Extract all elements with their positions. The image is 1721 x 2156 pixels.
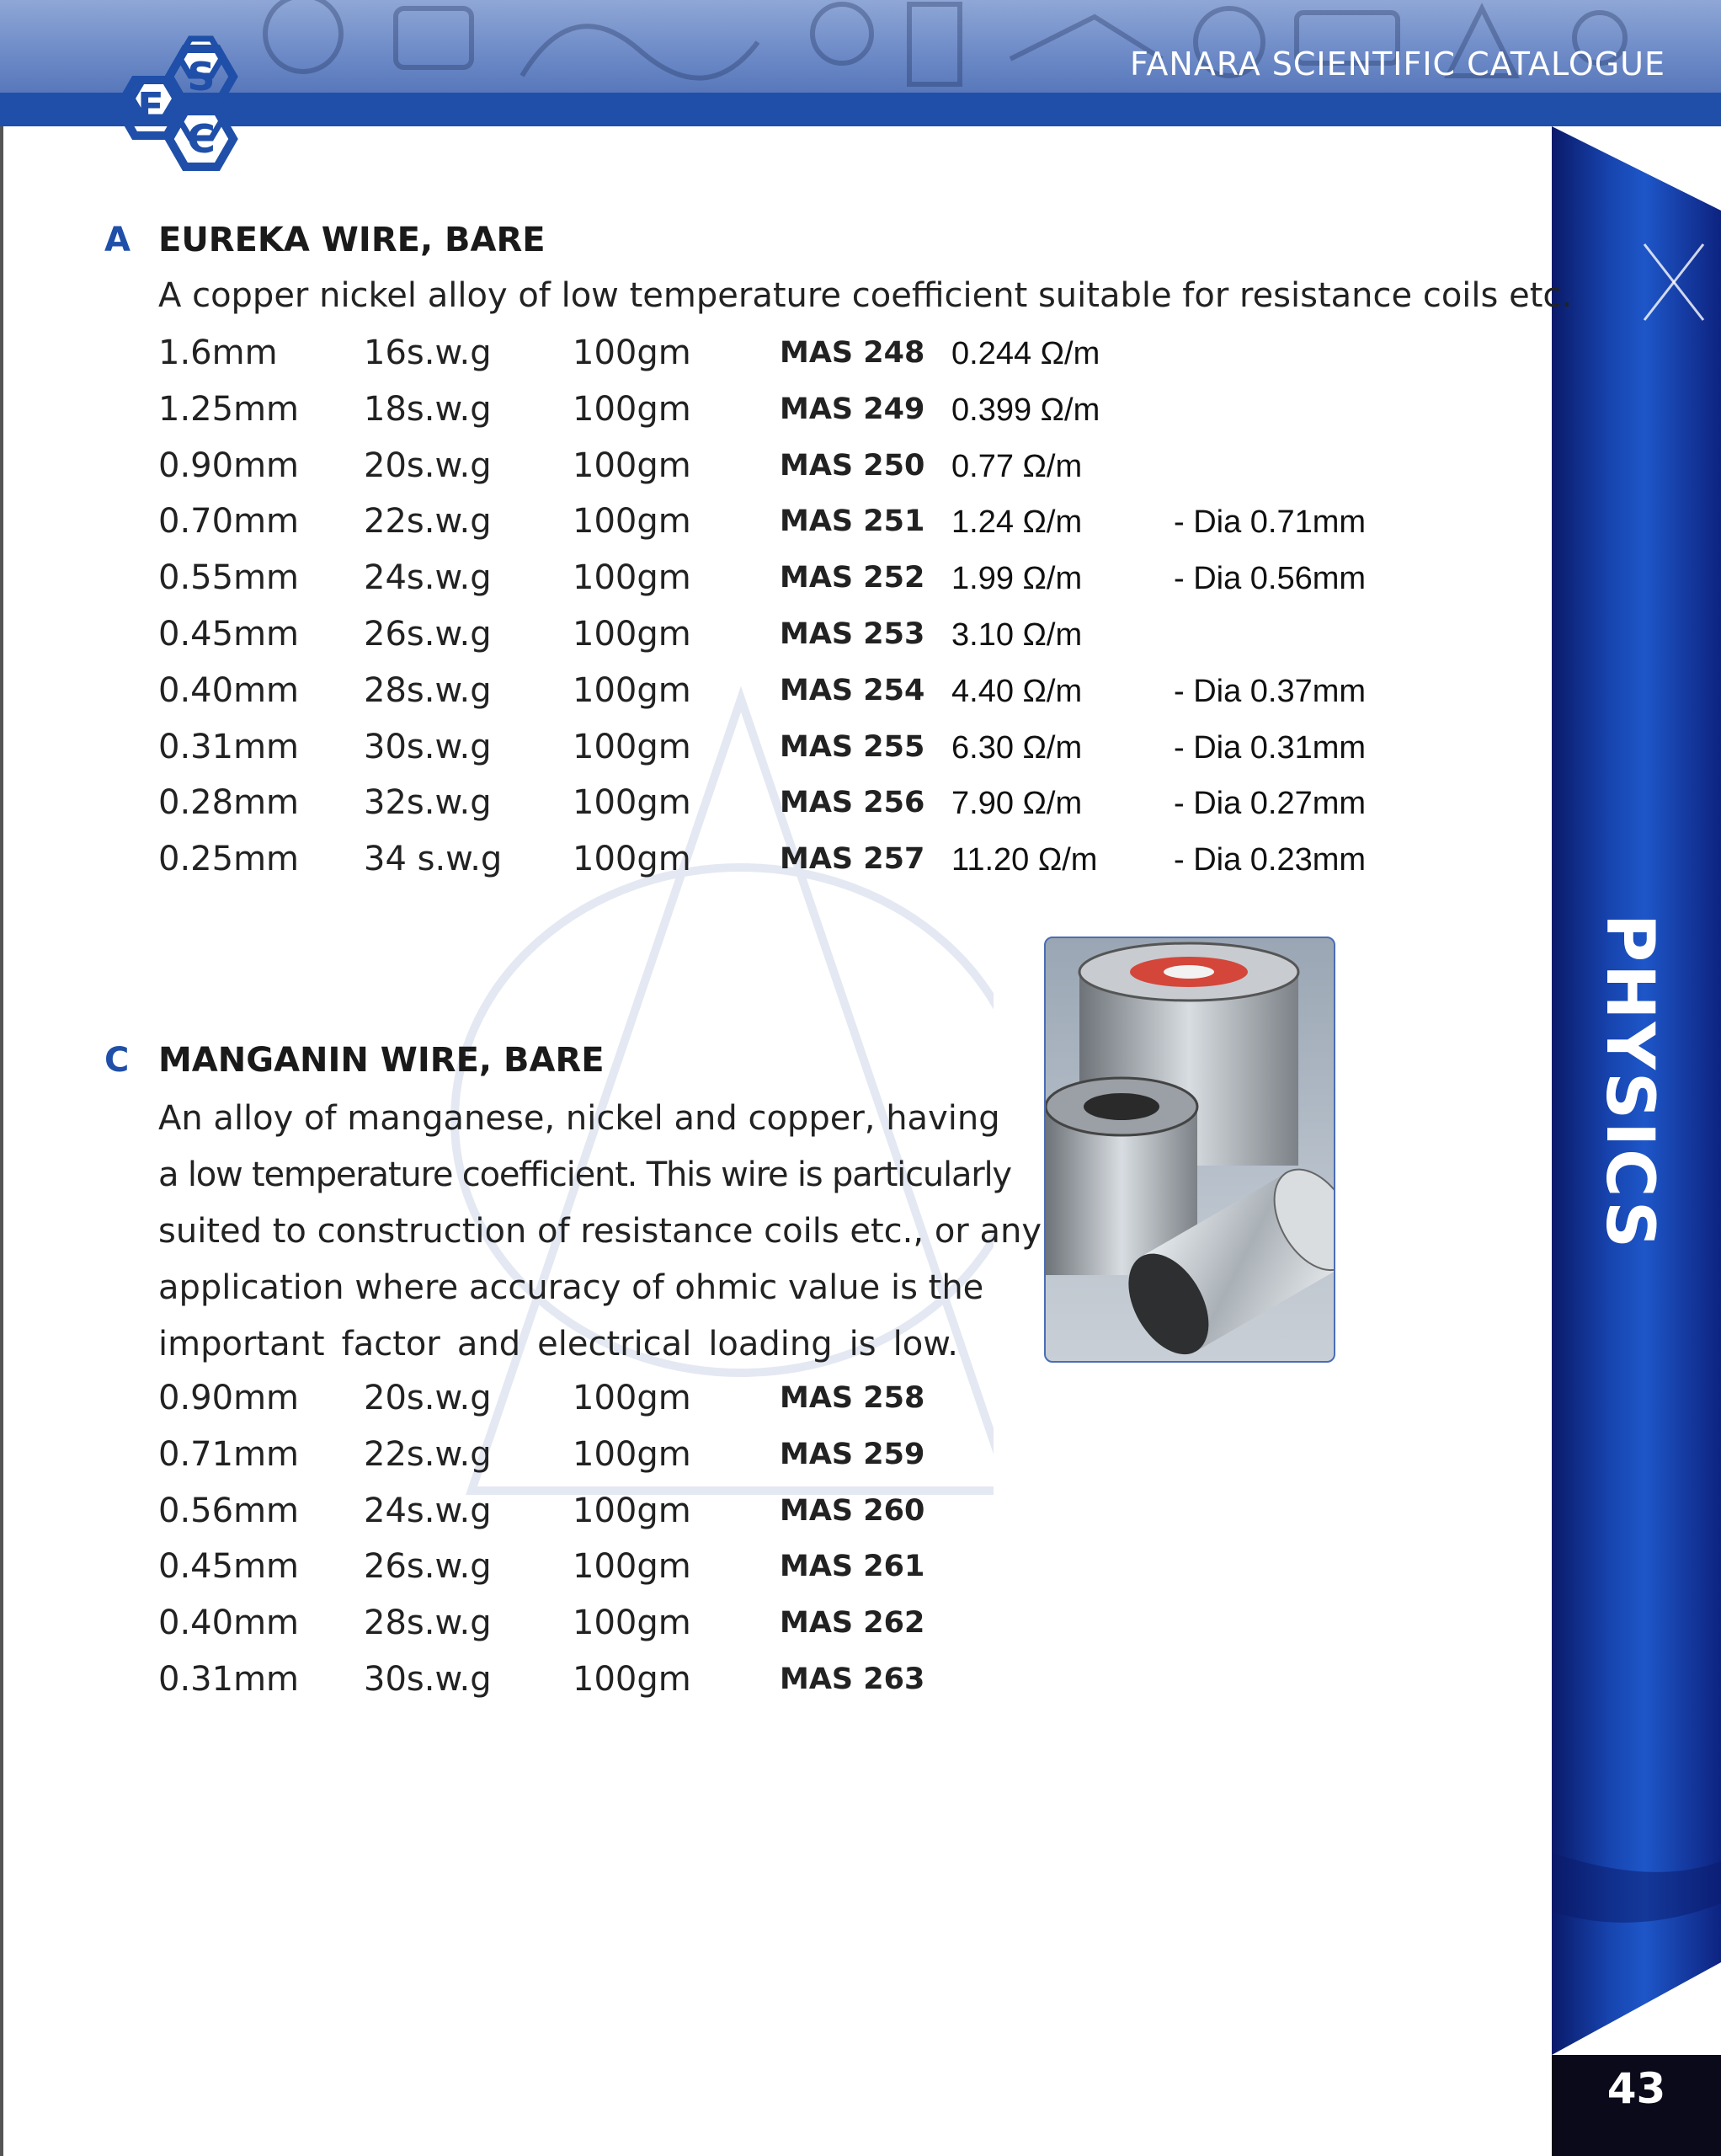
resistance-cell: 1.24 Ω/m — [951, 504, 1083, 541]
table-row — [0, 1492, 1516, 1542]
wire-spools-icon — [1046, 938, 1334, 1361]
logo-letter-f: F — [137, 84, 164, 130]
resistance-cell: 6.30 Ω/m — [951, 729, 1083, 766]
note-cell: - Dia 0.27mm — [1174, 786, 1367, 822]
swg-cell: 18s.w.g — [364, 389, 492, 429]
resistance-cell: 7.90 Ω/m — [951, 786, 1083, 822]
weight-cell: 100gm — [573, 840, 691, 879]
code-cell: MAS 258 — [780, 1381, 925, 1415]
page-number: 43 — [1606, 2064, 1666, 2113]
weight-cell: 100gm — [573, 670, 691, 710]
section-c-description-line: An alloy of manganese, nickel and copper, having — [158, 1099, 1000, 1138]
swg-cell: 24s.w.g — [364, 558, 492, 598]
table-row — [0, 558, 1516, 609]
table-row — [0, 502, 1516, 552]
code-cell: MAS 256 — [780, 786, 925, 820]
swg-cell: 28s.w.g — [364, 1604, 492, 1643]
section-c-title: MANGANIN WIRE, BARE — [158, 1041, 605, 1080]
code-cell: MAS 253 — [780, 617, 925, 651]
weight-cell: 100gm — [573, 502, 691, 542]
diameter-cell: 0.31mm — [158, 1660, 299, 1699]
fsc-logo-icon — [101, 34, 269, 185]
diameter-cell: 0.71mm — [158, 1434, 299, 1474]
resistance-cell: 3.10 Ω/m — [951, 617, 1083, 653]
weight-cell: 100gm — [573, 334, 691, 372]
weight-cell: 100gm — [573, 1547, 691, 1587]
page-edge — [0, 0, 3, 2156]
code-cell: MAS 259 — [780, 1437, 925, 1471]
diameter-cell: 0.45mm — [158, 1547, 299, 1587]
table-row — [0, 1435, 1516, 1486]
table-row — [0, 615, 1516, 665]
resistance-cell: 0.77 Ω/m — [951, 448, 1083, 484]
weight-cell: 100gm — [573, 558, 691, 598]
weight-cell: 100gm — [573, 1660, 691, 1699]
weight-cell: 100gm — [573, 389, 691, 429]
section-c-description-line: suited to construction of resistance coils etc., or any — [158, 1212, 1042, 1251]
diameter-cell: 0.55mm — [158, 558, 299, 598]
weight-cell: 100gm — [573, 727, 691, 766]
code-cell: MAS 257 — [780, 842, 925, 877]
swg-cell: 32s.w.g — [364, 783, 492, 823]
table-row — [0, 1379, 1516, 1429]
code-cell: MAS 263 — [780, 1662, 925, 1696]
catalogue-title: FANARA SCIENTIFIC CATALOGUE — [1130, 45, 1665, 83]
section-c-description-line: important factor and electrical loading is low. — [158, 1325, 958, 1364]
section-a-title: EUREKA WIRE, BARE — [158, 221, 546, 259]
swg-cell: 24s.w.g — [364, 1491, 492, 1530]
swg-cell: 26s.w.g — [364, 1547, 492, 1587]
weight-cell: 100gm — [573, 1434, 691, 1474]
diameter-cell: 0.45mm — [158, 615, 299, 654]
note-cell: - Dia 0.31mm — [1174, 729, 1367, 766]
code-cell: MAS 250 — [780, 448, 925, 483]
code-cell: MAS 254 — [780, 673, 925, 707]
diameter-cell: 0.31mm — [158, 727, 299, 766]
swg-cell: 20s.w.g — [364, 1379, 492, 1417]
section-c-description — [158, 1091, 1042, 1373]
table-row — [0, 1660, 1516, 1710]
note-cell: - Dia 0.71mm — [1174, 504, 1367, 541]
weight-cell: 100gm — [573, 783, 691, 823]
resistance-cell: 0.244 Ω/m — [951, 336, 1100, 371]
swg-cell: 22s.w.g — [364, 502, 492, 542]
table-row — [0, 840, 1516, 890]
weight-cell: 100gm — [573, 1604, 691, 1643]
swg-cell: 26s.w.g — [364, 615, 492, 654]
diameter-cell: 0.70mm — [158, 502, 299, 542]
table-row — [0, 446, 1516, 497]
table-row — [0, 783, 1516, 834]
code-cell: MAS 252 — [780, 561, 925, 595]
category-label — [1579, 914, 1680, 1251]
diameter-cell: 0.90mm — [158, 446, 299, 485]
swg-cell: 28s.w.g — [364, 670, 492, 710]
logo-letter-s: S — [187, 54, 216, 99]
wire-spools-photo — [1044, 937, 1335, 1363]
note-cell: - Dia 0.56mm — [1174, 561, 1367, 597]
table-row — [0, 1604, 1516, 1654]
section-a-description: A copper nickel alloy of low temperature coefficient suitable for resistance coils etc. — [158, 276, 1573, 315]
swg-cell: 30s.w.g — [364, 1660, 492, 1699]
swg-cell: 30s.w.g — [364, 727, 492, 766]
table-row — [0, 1547, 1516, 1598]
diameter-cell: 0.56mm — [158, 1491, 299, 1530]
code-cell: MAS 262 — [780, 1606, 925, 1641]
diameter-cell: 1.25mm — [158, 389, 299, 429]
code-cell: MAS 248 — [780, 336, 925, 370]
diameter-cell: 0.25mm — [158, 840, 299, 879]
section-c-description-line: a low temperature coefficient. This wire is particularly — [158, 1155, 1011, 1194]
section-c-description-line: application where accuracy of ohmic value is the — [158, 1268, 984, 1307]
logo-letter-c: C — [187, 116, 216, 162]
swg-cell: 20s.w.g — [364, 446, 492, 485]
resistance-cell: 1.99 Ω/m — [951, 561, 1083, 597]
code-cell: MAS 261 — [780, 1550, 925, 1584]
section-a-letter: A — [104, 221, 131, 259]
swg-cell: 16s.w.g — [364, 334, 492, 372]
diameter-cell: 0.40mm — [158, 1604, 299, 1643]
weight-cell: 100gm — [573, 446, 691, 485]
diameter-cell: 1.6mm — [158, 334, 278, 372]
swg-cell: 22s.w.g — [364, 1434, 492, 1474]
diameter-cell: 0.40mm — [158, 670, 299, 710]
resistance-cell: 4.40 Ω/m — [951, 673, 1083, 709]
category-label-text: PHYSICS — [1591, 914, 1667, 1251]
weight-cell: 100gm — [573, 615, 691, 654]
resistance-cell: 0.399 Ω/m — [951, 392, 1100, 428]
note-cell: - Dia 0.37mm — [1174, 673, 1367, 709]
table-row — [0, 390, 1516, 440]
code-cell: MAS 260 — [780, 1493, 925, 1528]
note-cell: - Dia 0.23mm — [1174, 842, 1367, 878]
diameter-cell: 0.90mm — [158, 1379, 299, 1417]
weight-cell: 100gm — [573, 1379, 691, 1417]
code-cell: MAS 255 — [780, 729, 925, 764]
resistance-cell: 11.20 Ω/m — [951, 842, 1098, 878]
table-row — [0, 728, 1516, 778]
table-row — [0, 671, 1516, 722]
swg-cell: 34 s.w.g — [364, 840, 503, 879]
code-cell: MAS 249 — [780, 392, 925, 426]
section-c-letter: C — [104, 1041, 130, 1080]
weight-cell: 100gm — [573, 1491, 691, 1530]
code-cell: MAS 251 — [780, 504, 925, 539]
diameter-cell: 0.28mm — [158, 783, 299, 823]
table-row — [0, 334, 1516, 384]
